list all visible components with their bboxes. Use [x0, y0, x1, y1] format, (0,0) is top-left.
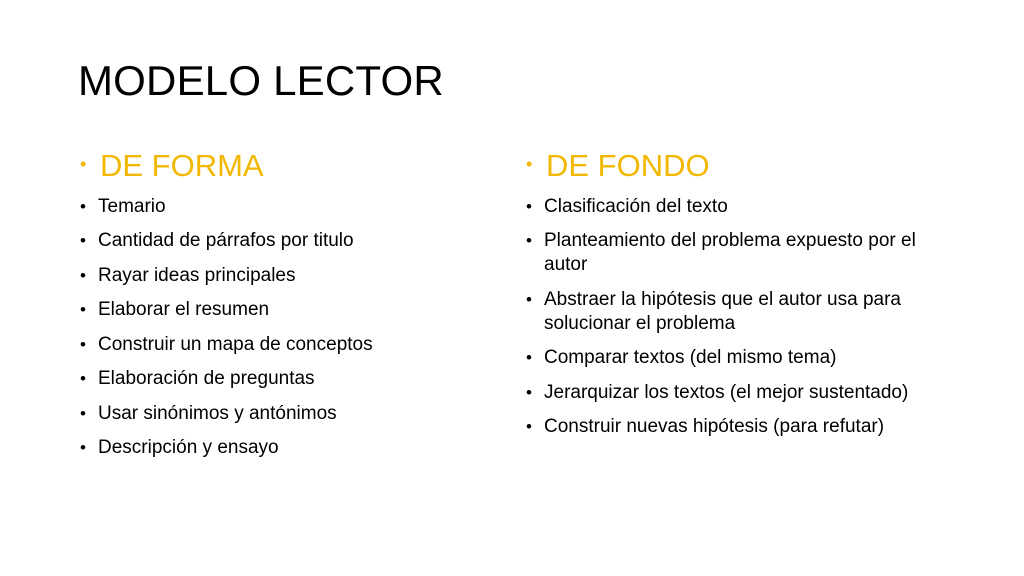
- forma-list-item: [80, 367, 500, 391]
- bullet-icon: •: [80, 196, 86, 216]
- fondo-item-text: Jerarquizar los textos (el mejor sustentado): [544, 381, 909, 403]
- fondo-item-text: Abstraer la hipótesis que el autor usa para solucionar el problema: [544, 288, 901, 334]
- forma-column: [80, 150, 500, 460]
- bullet-icon: •: [526, 196, 532, 216]
- fondo-heading: [526, 150, 956, 183]
- forma-list-item: [80, 436, 500, 460]
- forma-list-item: [80, 195, 500, 219]
- forma-list-item: [80, 229, 500, 253]
- forma-list-item: [80, 333, 500, 357]
- forma-list-item: [80, 298, 500, 322]
- bullet-icon: •: [526, 348, 532, 368]
- fondo-list-item: [526, 195, 956, 219]
- bullet-icon: •: [80, 231, 86, 251]
- forma-heading: [80, 150, 500, 183]
- forma-item-text: Cantidad de párrafos por titulo: [98, 230, 354, 252]
- forma-heading-text: DE FORMA: [100, 148, 264, 183]
- fondo-column: [526, 150, 956, 439]
- forma-item-text: Elaboración de preguntas: [98, 368, 315, 390]
- fondo-item-text: Clasificación del texto: [544, 195, 728, 217]
- forma-list-item: [80, 264, 500, 288]
- bullet-icon: •: [80, 369, 86, 389]
- bullet-icon: •: [526, 417, 532, 437]
- bullet-icon: •: [80, 265, 86, 285]
- forma-item-text: Construir un mapa de conceptos: [98, 333, 373, 355]
- slide-title: MODELO LECTOR: [78, 57, 444, 104]
- fondo-heading-bullet-icon: •: [526, 154, 533, 175]
- fondo-list-item: [526, 346, 956, 370]
- fondo-list: [526, 195, 956, 440]
- forma-item-text: Temario: [98, 195, 166, 217]
- fondo-heading-text: DE FONDO: [546, 148, 710, 183]
- forma-item-text: Elaborar el resumen: [98, 299, 270, 321]
- forma-list-item: [80, 402, 500, 426]
- fondo-list-item: [526, 381, 956, 405]
- fondo-list-item: [526, 415, 956, 439]
- forma-list: [80, 195, 500, 461]
- bullet-icon: •: [80, 300, 86, 320]
- fondo-list-item: [526, 288, 956, 336]
- forma-item-text: Descripción y ensayo: [98, 437, 279, 459]
- bullet-icon: •: [80, 334, 86, 354]
- fondo-list-item: [526, 229, 956, 277]
- bullet-icon: •: [80, 438, 86, 458]
- bullet-icon: •: [526, 382, 532, 402]
- fondo-item-text: Construir nuevas hipótesis (para refutar): [544, 416, 885, 438]
- fondo-item-text: Planteamiento del problema expuesto por el autor: [544, 230, 916, 276]
- bullet-icon: •: [526, 289, 532, 309]
- forma-item-text: Usar sinónimos y antónimos: [98, 402, 337, 424]
- forma-item-text: Rayar ideas principales: [98, 264, 296, 286]
- bullet-icon: •: [80, 403, 86, 423]
- fondo-item-text: Comparar textos (del mismo tema): [544, 347, 837, 369]
- bullet-icon: •: [526, 231, 532, 251]
- forma-heading-bullet-icon: •: [80, 154, 87, 175]
